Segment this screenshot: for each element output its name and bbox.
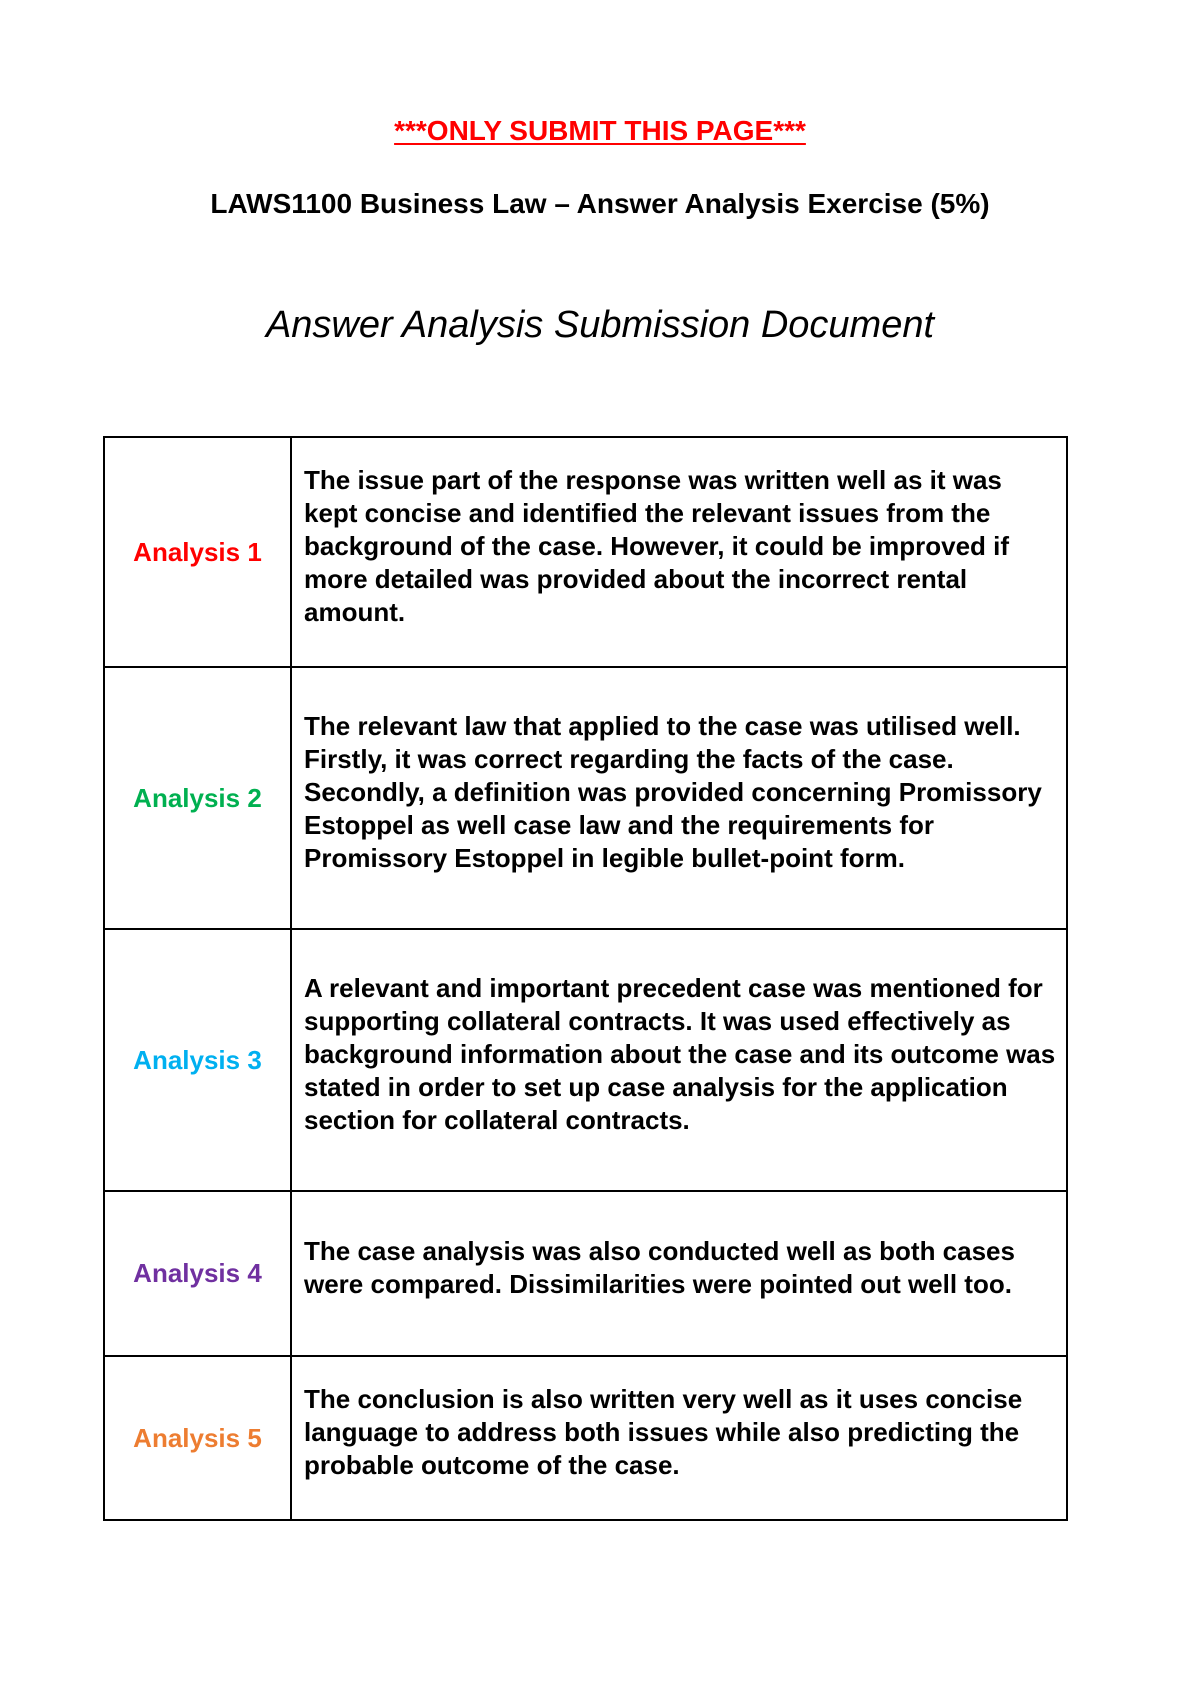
analysis-text-3: A relevant and important precedent case was mentioned for supporting collateral contracts. It was used effectively as background information about the case and its outcome was stated in order to set up case analysis for the application section for collateral contracts.	[304, 972, 1056, 1135]
analysis-text-4: The case analysis was also conducted well as both cases were compared. Dissimilarities were pointed out well too.	[304, 1235, 1015, 1299]
analysis-label-5: Analysis 5	[104, 1356, 291, 1520]
analysis-label-4: Analysis 4	[104, 1191, 291, 1356]
analysis-text-cell-5	[291, 1356, 1067, 1520]
course-title: LAWS1100 Business Law – Answer Analysis Exercise (5%)	[210, 188, 990, 219]
analysis-row-4	[104, 1191, 1067, 1356]
analysis-text-cell-4	[291, 1191, 1067, 1356]
analysis-row-3	[104, 929, 1067, 1191]
analysis-row-2	[104, 667, 1067, 929]
analysis-table	[103, 436, 1068, 1521]
analysis-label-2: Analysis 2	[104, 667, 291, 929]
analysis-row-5	[104, 1356, 1067, 1520]
analysis-text-cell-1	[291, 437, 1067, 667]
submit-instruction: ***ONLY SUBMIT THIS PAGE***	[394, 115, 806, 146]
analysis-text-5: The conclusion is also written very well as it uses concise language to address both issues while also predicting the probable outcome of the case.	[304, 1383, 1023, 1480]
analysis-text-cell-2	[291, 667, 1067, 929]
analysis-label-1: Analysis 1	[104, 437, 291, 667]
analysis-text-2: The relevant law that applied to the case was utilised well. Firstly, it was correct regarding the facts of the case. Secondly, a definition was provided concerning Promissory Estoppel as well case law and the requirements for Promissory Estoppel in legible bullet-point form.	[304, 710, 1042, 873]
analysis-text-cell-3	[291, 929, 1067, 1191]
analysis-label-3: Analysis 3	[104, 929, 291, 1191]
document-title: Answer Analysis Submission Document	[265, 304, 935, 346]
analysis-row-1	[104, 437, 1067, 667]
analysis-text-1: The issue part of the response was written well as it was kept concise and identified the relevant issues from the background of the case. However, it could be improved if more detailed was provided about the incorrect rental amount.	[304, 464, 1010, 627]
